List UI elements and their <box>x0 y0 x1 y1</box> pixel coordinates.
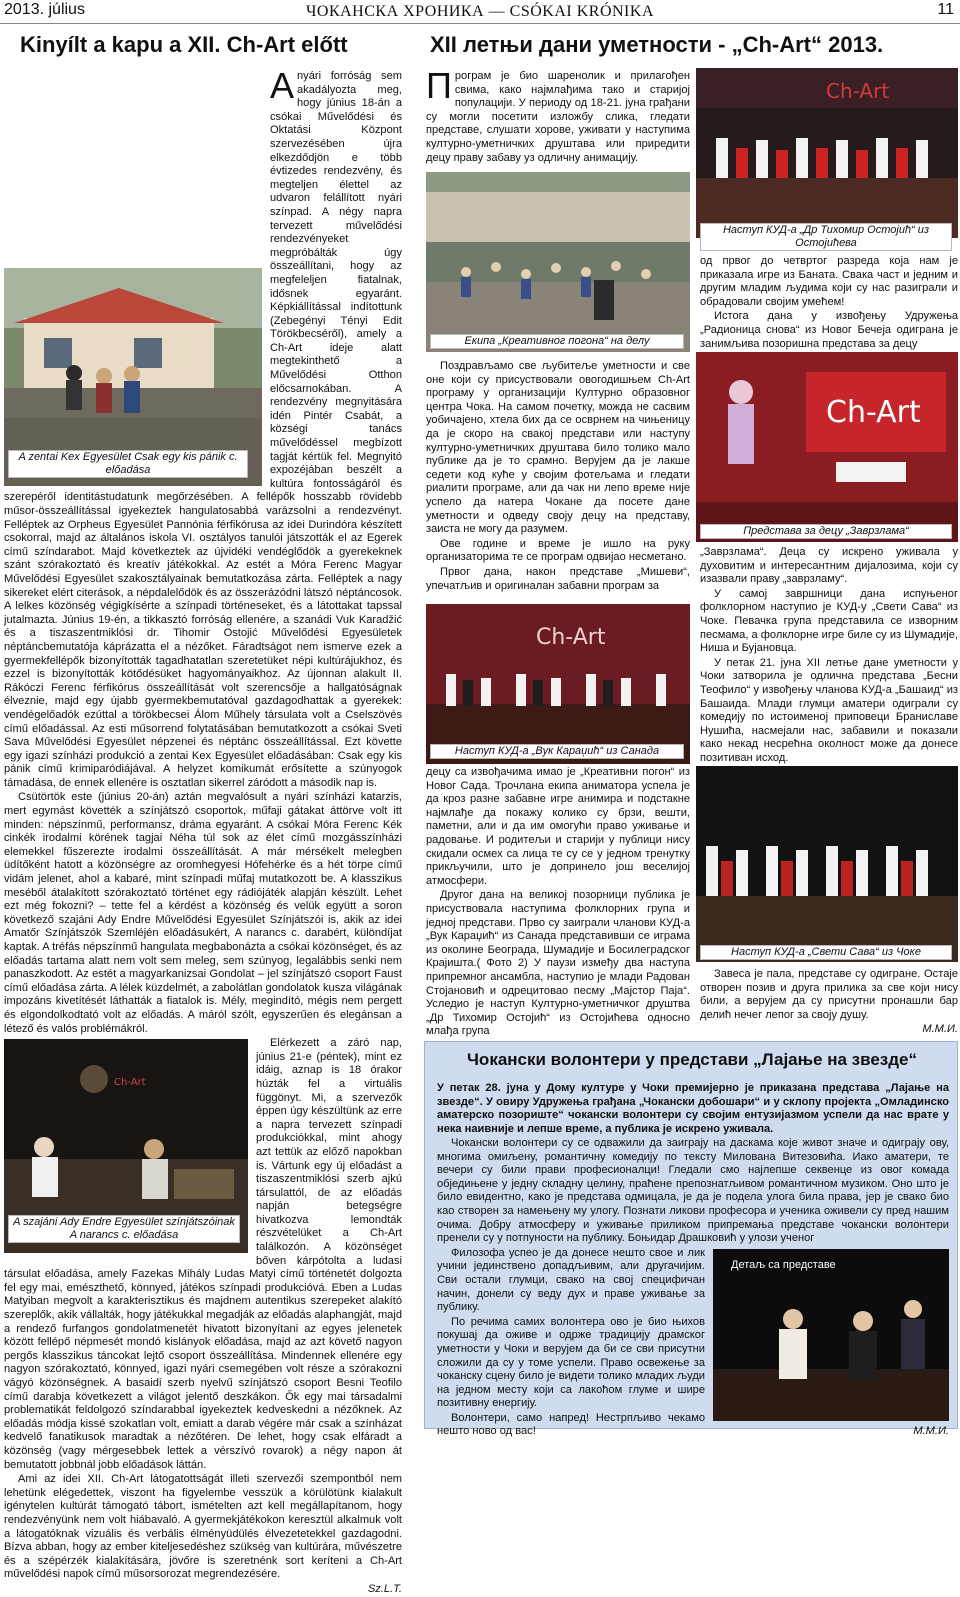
serbian-paragraph-ostojicevo: од првог до четвртог разреда која нам је приказала игре из Баната. Свака част и једним и другим младим људима који су нас разиграли и обрадовали својим умећем! <box>700 255 958 308</box>
svg-text:Ch-Art: Ch-Art <box>536 625 606 650</box>
volunteers-article-title: Чокански волонтери у представи „Лајање на звезде“ <box>466 1050 917 1069</box>
serbian-signature: М.М.И. <box>922 1023 958 1036</box>
serbian-paragraph-friday: У петак 21. јуна XII летње дане уметности у Чоки затворила је одлична представа „Бесни Теофило“ у извођењу чланова КУД-а „Башаид“ из Башаида. Млади глумци аматери одиграли су комедију по истоименој приповеци Браниславе Нушића, насмејали нас, забавили и показали како некад несрећна околност може да донесе позитиван исход. <box>700 656 958 764</box>
serbian-sanad-text <box>426 766 690 1036</box>
serbian-article-title: XII летњи дани уметности - „Ch-Art“ 2013. <box>430 32 884 57</box>
hungarian-paragraph-3: Elérkezett a záró nap, június 21-e (péntek), mint ez idáig, aznap is 18 órakor húzták fel a virtuális függönyt. Mi, a szervezők éppen úgy készültünk az erre a napra tervezett színpadi produkciókkal, mint ahogy azt tettük az előző napokban is. Vártunk egy új előadást a tiszaszentmiklósi szerb ajkú társulattól, de az előadás napján betegségre hivatkozva lemondták részvételüket a Ch-Art találkozón. A közönséget bőven kárpótolta a ludasi társulat előadása, amely Fazekas Mihály Ludas Matyi című történetét dolgozta fel egy mai, emészthető, könnyed, játékos színpadi produkcióvá. Eben a Ludas Matyiban megvolt a karakterisztikus és majdnem autentikus szerepeket alakító szereplők, akik vállalták, hogy játékukkal megadják az előadás alaphangját, majd a rendező furfangos gondolatmenetét hivatott bizonyítani az egyes jelenetek között fellépő népmesét mondó kislányok előadása, majd az azt követő nagyon pergős klasszikus táncokat lejtő csoport összeállítása. Mindennek ellenére egy nagyon szórakoztató, könnyed, igazi nyári csemegében volt része a szórakozni vágyó közönségnek. A basaidi szerb nyelvű színjátszó csoport Besni Teofilo című darabja következett a világot jelentő deszkákon. Ők egy mai társadalmi problematikát feldolgozó színdarabbal igyekeztek kedveskedni a nézőknek. Az előadás módja kissé szokatlan volt, emiatt a darab végére már csak a színházat kedvelő fanatikusok maradtak a nézőtéren. De lehet, hogy csak elfáradt a közönség (vagy mérgesebbek lettek a vérszívó rovarok) a négy napon át bemutatott jobbnál jobb előadások láttán. <box>4 1037 402 1471</box>
svg-text:Ch-Art: Ch-Art <box>826 79 890 103</box>
hungarian-paragraph-2: Csütörtök este (június 20-án) aztán megvalósult a nyári színházi katarzis, mert egymást követték a színjátszó csoportok, műfaji gátakat áttörve volt itt minden: népszínmű, performansz, dráma egyaránt. A csókai Móra Ferenc Kék cinkék irodalmi körének tagjai Néha túl sok az élet című mozgásszínházi elemekkel fűszerezte irodalmi összeállítását. A már mérsékelt melegben üdítőként hatott a közönségre az oromhegyesi Hófehérke és a hét törpe című vidám jelenet, ahol a kabaré, mint színpadi műfaj mutatkozott be. A klasszikus meséből átalakított szórakoztató történet egy rádiójáték alapján készült. Lehet ezt még fokozni? – tette fel a kérdést a közönség és velük együtt a soron következő szajáni Ady Endre Művelődési Egyesület Színjátszói is, akik az idei Amatőr Színjátszók Szemléjén előadásukért, A narancs c. darabért, különdíjat kaptak. A tréfás népszínmű hangulata megbabonázta a csókai közönséget, és az előadás tartama alatt nem volt sem meleg, sem szúnyog, legalábbis senki nem panaszkodott. Az estét a magyarkanizsai Gondolat – jel színjátszó csoport Faust című előadása zárta. A lélek küzdelmét, a zabolátlan gondolatok kusza világának impozáns kivetítését láthatták a fiatalok is. Mély, megindító, mégis nem pergett és elgondolkodtató volt az előadás. A máról szólt, egyszerűen és elegánsan a létező és valós problémákról. <box>4 791 402 1035</box>
caption-ady-endre: A szajáni Ady Endre Egyesület színjátszóinak A narancs c. előadása <box>8 1215 240 1243</box>
volunteers-signature: М.М.И. <box>913 1425 949 1438</box>
hungarian-article-title: Kinyílt a kapu a XII. Ch-Art előtt <box>20 32 348 57</box>
serbian-paragraph-first-day: Првог дана, након представе „Мишеви“, упечатљив и оригиналан забавни програм за <box>426 565 690 592</box>
page-number: 11 <box>937 1 954 18</box>
serbian-intro <box>426 65 690 170</box>
serbian-ostojicevo-text <box>700 255 958 350</box>
photo-zavrzlama-play <box>696 352 958 542</box>
serbian-mid-text <box>426 360 690 600</box>
issue-date: 2013. július <box>4 1 85 18</box>
svg-text:Ch-Art: Ch-Art <box>114 1077 146 1089</box>
serbian-paragraph-intro: рограм је био шаренолик и прилагођен свима, како најмлађима тако и старијој популацији. У периоду од 18-21. јуна грађани су могли посетити изложбу слика, гледати представе, слушати хорове, уживати у наступима културно-уметничких друштава или приредити децу праву забаву уз одличну анимацију. <box>426 70 690 164</box>
caption-sanad: Наступ КУД-а „Вук Караџић“ из Санада <box>430 744 684 759</box>
serbian-paragraph-animation: децу са извођачима имао је „Креативни погон“ из Новог Сада. Трочлана екипа аниматора успела је да кроз разне забавне игре анимира и подстакне најмлађе да покажу колико су брзи, вешти, паметни, али и да им омогући право уживање и радовање. И родитељи и старији у публици нису скидали осмех са лица те су се у једном тренутку прикључили, што је допринело још веселијој атмосфери. <box>426 766 690 887</box>
volunteers-paragraph-1: Чокански волонтери су се одважили да заиграју на даскама које живот значе и одиграју ову, многима омиљену, романтичну комедију по тексту Милована Витезовића. Иако аматери, те вечери су били прави професионалци! Гледали смо најлепше секвенце из овог комада обједињене у једну складну целину, праћене препознатљивом романтичном музиком. Оно што је било евидентно, како је представа одмицала, је да је подела улога била права, јер је свако био као створен за намењену му улогу. Познати ликови професора и ученика оживели су пред нашим очима. Добру атмосферу и уживање приликом припремања представе чокански волонтери пренели су у потпуности на публику. Боњидар Драшковић у улози ученог <box>437 1137 949 1245</box>
hungarian-article <box>4 65 402 1595</box>
serbian-paragraph-sveti-sava: У самој завршници дана испуњеног фолклорном наступио је КУД-у „Свети Сава“ из Чоке. Певачка група представила се изворним песмама, а фолклорне игре биле су из Шумадије, Ниша и Бујановца. <box>700 587 958 655</box>
hungarian-paragraph-1: nyári forróság sem akadályozta meg, hogy június 18-án a csókai Művelődési és Oktatási Központ szervezésében újra elkezdődjön e több évtizedes rendezvény, és megteljen élettel az udvaron felállított nyári színpad. A négy napra tervezett művelődési rendezvényeket megpróbálták úgy összeállítani, hogy az megfeleljen fiatalnak, idősnek egyaránt. Képkiállítással indítottunk (Zebegényi Tényi Edit Törökbecséről), amely a Ch-Art ideje alatt megtekinthető a Művelődési Otthon előcsarnokában. A rendezvény megnyitására idén Pintér Csabát, a községi tanács művelődéssel megbízott tagját kértük fel. Megnyitó expozéjában beszélt a kultúra fontosságáról és szerepéről identitástudatunk megőrzésében. A fellépők hosszabb rövidebb műsor-összeállítással igyekeztek hangulatosabbá varázsolni a rendezvényt. Felléptek az Orpheus Egyesület Pannónia férfikórusa az idei Durindóra készített csokorral, majd az általános iskola VI. osztályos tanulói játszották el az Egerek című színdarabot. Majd következtek az újvidéki vendéglődök a gyerekeknek szánt szórakoztató és kreatív játékokkal. Az estét a Móra Ferenc Magyar Művelődési Egyesület szakosztályainak bemutatkozása zárta. Felléptek a nagy sikereket elért citerások, a népdalelődök és az összerázódni látszó néptáncosok. A lelkes közönség végigkísérte a színpadi történeseket, és a látottakat tapssal jutalmazta. Június 19-én, a tikkasztó forróság ellenére, a szanádi Vuk Karadžić és a tiszaszentmiklósi dr. Tihomir Ostojić Művelődési Egyesületek néptáncbemutatója káprázatta el a nézőket. Fáradtságot nem ismerve ezek a gyermekfellépők bizonyították tagadhatatlan szeretetüket népi kultúrájukhoz, és ezzel is bizonyították kötődésüket hagyományaikhoz. Az újonnan alakult II. Rákóczi Ferenc férfikórus összeállítását volt szerencsője a hallgatóságnak élveznie, majd egy újabb gyermekbemutatóval gazdagodhattak a gyerekek: vendégelőadók ezúttal a törökbecsei Álom Műhely társulata volt a Cselszövés című előadással. Az esti műsorrend folytatásában bemutatkozott a csókai Sveti Sava Művelődési Egyesület népzenei és néptánc összeállítással. Ezt követte egy igazi színházi produkció a zentai Kex Egyesület előadásában: Csak egy kis pánik című krimiparódiájával. A helyzet komikumát erősítette a szúnyogok támadása, de ennek ellenére is osztatlan sikerrel záródott a második nap is. <box>4 70 402 789</box>
masthead: ЧОКАНСКА ХРОНИКА — CSÓKAI KRÓNIKA <box>305 3 654 20</box>
photo-creative-team <box>426 172 690 352</box>
photo-sanad-dance <box>426 604 690 764</box>
serbian-closing-text <box>700 968 958 1040</box>
drop-cap-serbian: П <box>426 65 452 106</box>
caption-sveti-sava: Наступ КУД-а „Свети Сава“ из Чоке <box>700 945 952 960</box>
caption-zavrzlama: Представа за децу „Заврзлама“ <box>700 524 952 539</box>
serbian-paragraph-second-day: Другог дана на великој позорници публика је присуствовала наступима фолклорних група и једној представи. Прво су заиграли чланови КУД-а „Вук Караџић“ из Санада представивши се играма из околине Београда, Шумадије и Босилеградског Крајишта.( Фото 2) У паузи између два наступа припремног ансамбла, наступио је млади Радован Стојановић и одрецитовао песму „Мајстор Паја“. Уследио је наступ Културно-уметничког друштва „Др Тихомир Остојић“ из Остојићева односно млађа група <box>426 889 690 1038</box>
serbian-paragraph-closing: Завеса је пала, представе су одигране. Остаје отворен позив и друга прилика за све који нису били, а верујем да су присутни пронашли бар делић нечег лепог за своју душу. <box>700 968 958 1021</box>
volunteers-lead: У петак 28. јуна у Дому културе у Чоки премијерно је приказана представа „Лајање на звезде“. У овиру Удружења грађана „Чокански добошари“ и у склопу пројекта „Омладинско аматерско позориште“ чокански волонтери су својим ентузијазмом успели да нас врате у нека наивније и лепше време, а публика је искрено уживала. <box>437 1082 949 1135</box>
serbian-zavrzlama-text <box>700 546 958 764</box>
hungarian-paragraph-4: Ami az idei XII. Ch-Art látogatottságát illeti szervezői szempontból nem lehetünk elégedettek, viszont ha figyelembe vesszük a körülötünk kialakult igénytelen kultúrát támogató tábort, ismételten azt kell megállapítanom, hogy rendezvényünk nem volt hiábavaló. A gyermekjátékokon keresztül alkalmuk volt a látogatóknak vizuális és verbális élményüdülés élvezetetekkel gazdagodni. Bízva abban, hogy az ember kiteljesedéshez szükség van kultúrára, művészetre és a szépérzék kialakítására, jövőre is szeretnénk sort keríteni a Ch-Art művelődési napok című műsorsorozat megrendezésére. <box>4 1473 402 1581</box>
volunteers-paragraph-3: По речима самих волонтера ово је био њихов покушај да оживе и одрже традицију драмског уметности у Чоки и верујем да би се сви присутни сложили да су у томе успели. Право освежење за чоканску сцену било је видети толико младих људи на једном месту који са лакоћом глуме и шире позитивну енергију. <box>437 1315 705 1410</box>
page-header <box>0 0 960 24</box>
photo-sveti-sava-dance <box>696 766 958 962</box>
hungarian-signature: Sz.L.T. <box>367 1582 402 1595</box>
caption-creative-team: Екипа „Креативног погона“ на делу <box>430 334 684 349</box>
photo-kex-performance <box>4 268 262 486</box>
serbian-paragraph-radionica: Истога дана у извођењу Удружења „Радионица снова“ из Новог Бечеја одиграна је занимљива позоришна представа за децу <box>700 310 958 350</box>
caption-play-detail: Детаљ са представе <box>731 1258 836 1271</box>
photo-ostojicevo-dance <box>696 68 958 238</box>
photo-play-detail <box>713 1249 949 1421</box>
volunteers-paragraph-4: Волонтери, само напред! Нестрпљиво чекамо нешто ново од вас! М.М.И. <box>437 1411 949 1438</box>
drop-cap: A <box>270 65 295 106</box>
volunteers-paragraph-2: Филозофа успео је да донесе нешто свое и лик учини јединствено допадљивим, али другачијим. Сви остали глумци, свако на свој специфичан начин, донели су веду дух и праве уживање за публику. <box>437 1246 705 1314</box>
caption-kex: A zentai Kex Egyesület Csak egy kis pánik c. előadása <box>8 450 248 478</box>
serbian-paragraph-weather: Ове године и време је ишло на руку организаторима те се програм одвијао несметано. <box>426 537 690 564</box>
volunteers-article-box <box>424 1041 958 1438</box>
svg-text:Ch-Art: Ch-Art <box>826 395 921 430</box>
serbian-paragraph-zavrzlama: „Заврзлама“. Деца су искрено уживала у духовитим и интересантним дијалозима, који су изазвали праву „заврзламу“. <box>700 546 958 586</box>
volunteers-body <box>437 1137 949 1440</box>
caption-ostojicevo: Наступ КУД-а „Др Тихомир Остојић“ из Остојићева <box>700 223 952 251</box>
photo-ady-endre-performance <box>4 1039 248 1253</box>
serbian-paragraph-greeting: Поздрављамо све љубитеље уметности и све оне који су присуствовали овогодишњем Ch-Art програму у организацији Културно образовног центра Чока. На самом почетку, можда не сасвим уобичајено, хтела бих да се осврнем на чињеницу да је скоро на свакој представи или наступу културно-уметничких друштава било толико мало публике да је то срамно. Верујем да је лакше седети код куће у својим фотељама и гледати риалити програме, али да чак ни лепо време није успело да натера Чокане да посете дане уметности и одведу своју децу на представу, заиста не могу да разумем. <box>426 360 690 536</box>
